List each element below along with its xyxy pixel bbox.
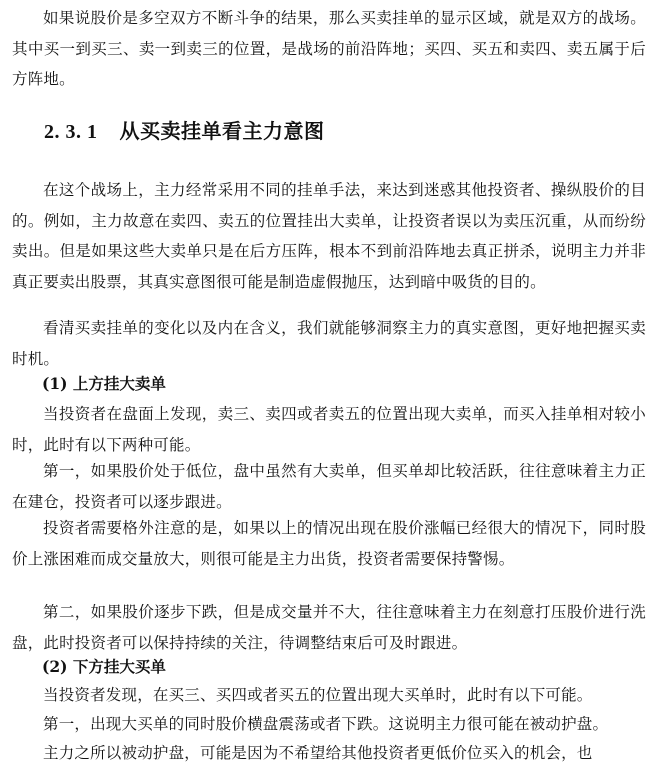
sub2-paragraph-1: 当投资者发现，在买三、买四或者买五的位置出现大买单时，此时有以下可能。 bbox=[43, 686, 593, 704]
sub2-paragraph-3: 主力之所以被动护盘，可能是因为不希望给其他投资者更低价位买入的机会，也 bbox=[43, 744, 593, 762]
sub1-paragraph-1: 当投资者在盘面上发现，卖三、卖四或者卖五的位置出现大卖单，而买入挂单相对较小时，此时有以下两种可能。 bbox=[12, 405, 646, 454]
sub1-paragraph-2: 第一，如果股价处于低位，盘中虽然有大卖单，但买单却比较活跃，往往意味着主力正在建仓，投资者可以逐步跟进。 bbox=[12, 462, 646, 511]
sub1-paragraph-4: 第二，如果股价逐步下跌，但是成交量并不大，往往意味着主力在刻意打压股价进行洗盘，此时投资者可以保持持续的关注，待调整结束后可及时跟进。 bbox=[12, 603, 646, 652]
intro-paragraph: 如果说股价是多空双方不断斗争的结果，那么买卖挂单的显示区域，就是双方的战场。其中买一到买三、卖一到卖三的位置，是战场的前沿阵地；买四、买五和卖四、卖五属于后方阵地。 bbox=[12, 9, 646, 88]
section-heading bbox=[44, 117, 325, 146]
subheading-buy-orders: (2) 下方挂大买单 bbox=[42, 657, 166, 676]
section-title: 从买卖挂单看主力意图 bbox=[119, 119, 325, 143]
body-paragraph-1: 在这个战场上，主力经常采用不同的挂单手法，来达到迷惑其他投资者、操纵股价的目的。例如，主力故意在卖四、卖五的位置挂出大卖单，让投资者误以为卖压沉重，从而纷纷卖出。但是如果这些大卖单只是在后方压阵，根本不到前沿阵地去真正拼杀，说明主力并非真正要卖出股票，其真实意图很可能是制造虚假抛压，达到暗中吸货的目的。 bbox=[12, 181, 646, 291]
body-paragraph-2: 看清买卖挂单的变化以及内在含义，我们就能够洞察主力的真实意图，更好地把握买卖时机。 bbox=[12, 319, 646, 368]
section-number: 2. 3. 1 bbox=[44, 121, 98, 143]
subheading-sell-orders: (1) 上方挂大卖单 bbox=[42, 374, 166, 393]
sub1-paragraph-3: 投资者需要格外注意的是，如果以上的情况出现在股价涨幅已经很大的情况下，同时股价上涨困难而成交量放大，则很可能是主力出货，投资者需要保持警惕。 bbox=[12, 519, 646, 568]
sub2-paragraph-2: 第一，出现大买单的同时股价横盘震荡或者下跌。这说明主力很可能在被动护盘。 bbox=[43, 715, 609, 733]
